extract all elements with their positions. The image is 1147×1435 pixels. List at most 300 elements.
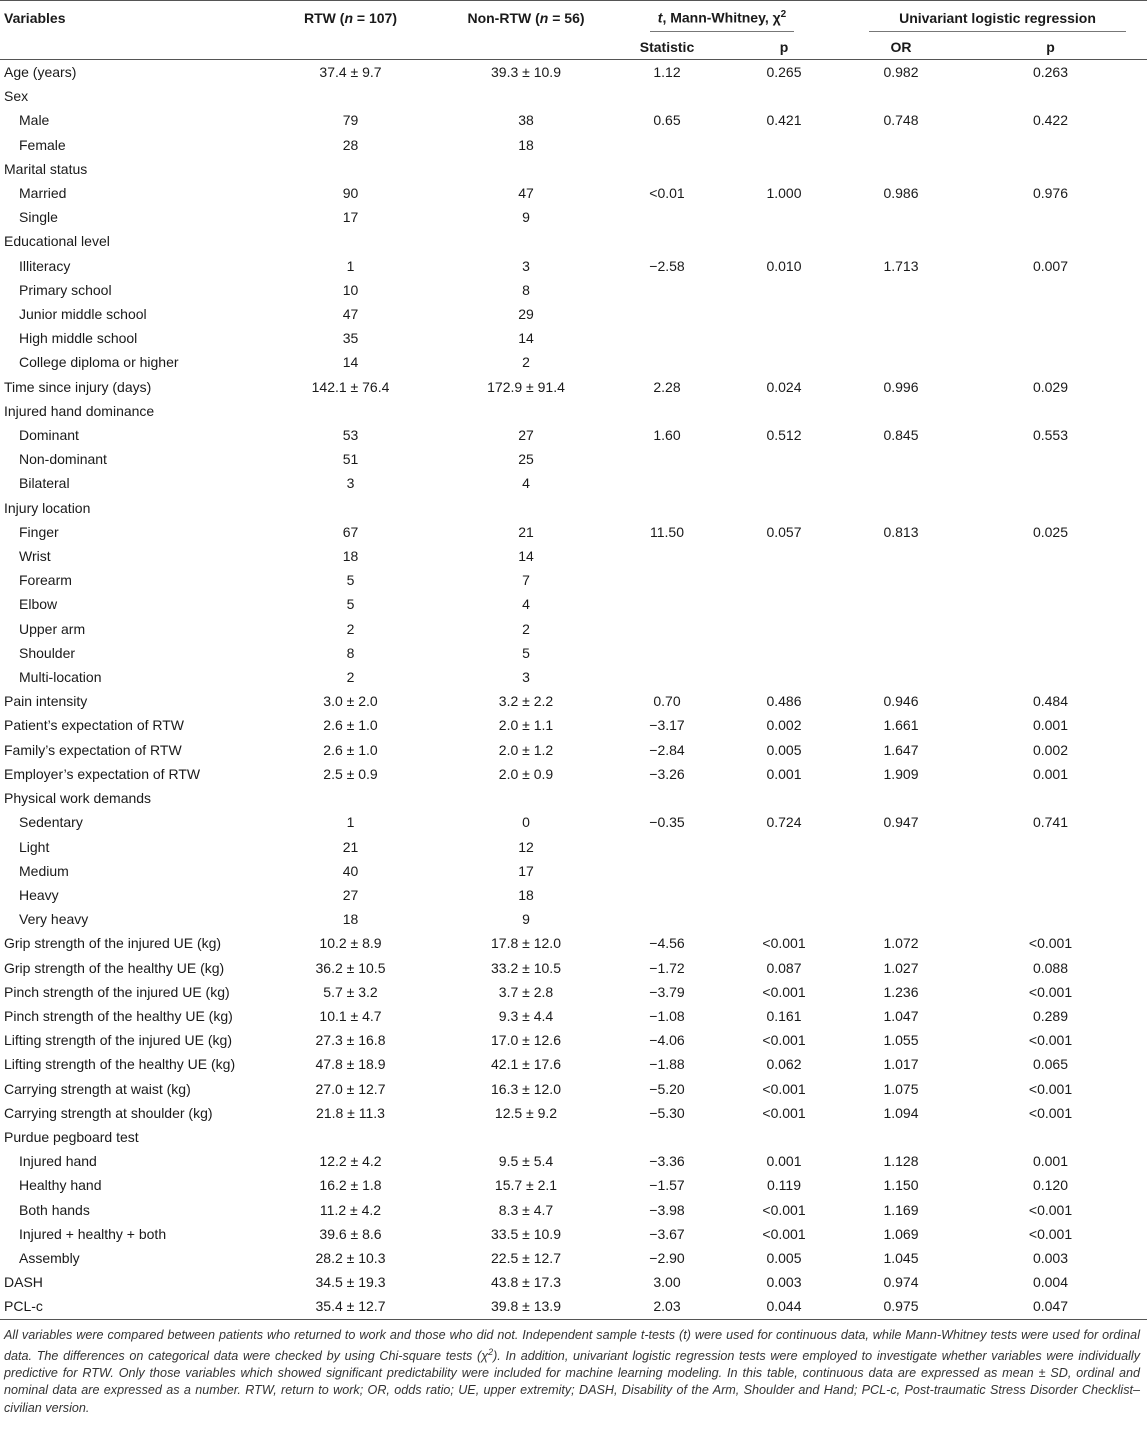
odds-ratio-value: 0.947 bbox=[883, 814, 919, 831]
row-label: Single bbox=[19, 209, 58, 226]
odds-ratio-value bbox=[848, 568, 954, 592]
header-non-rtw: Non-RTW (n = 56) bbox=[438, 1, 614, 36]
p-value bbox=[720, 84, 848, 108]
odds-ratio-value: 0.748 bbox=[883, 112, 919, 129]
table-row bbox=[0, 956, 1147, 980]
table-row bbox=[0, 1198, 1147, 1222]
row-label: Female bbox=[19, 136, 66, 153]
row-label: Carrying strength at waist (kg) bbox=[4, 1080, 191, 1097]
row-label: Patient’s expectation of RTW bbox=[4, 717, 185, 734]
table-row bbox=[0, 810, 1147, 834]
row-label: Pinch strength of the healthy UE (kg) bbox=[4, 1007, 233, 1024]
p-value bbox=[720, 568, 848, 592]
regression-p-value: <0.001 bbox=[1028, 1201, 1073, 1218]
statistic-value: −2.90 bbox=[649, 1249, 685, 1266]
row-label: Shoulder bbox=[19, 644, 76, 661]
statistic-value: 0.65 bbox=[653, 112, 681, 129]
table-row bbox=[0, 689, 1147, 713]
row-label: PCL-c bbox=[0, 1294, 263, 1319]
statistic-value: −1.08 bbox=[649, 1007, 685, 1024]
statistic-value bbox=[614, 229, 720, 253]
p-value bbox=[720, 447, 848, 471]
table-row bbox=[0, 544, 1147, 568]
odds-ratio-value bbox=[848, 157, 954, 181]
rtw-value: 21.8 ± 11.3 bbox=[316, 1104, 385, 1121]
statistic-value bbox=[614, 786, 720, 810]
table-row bbox=[0, 1004, 1147, 1028]
odds-ratio-value bbox=[848, 84, 954, 108]
rtw-value: 5.7 ± 3.2 bbox=[323, 983, 378, 1000]
rtw-value bbox=[263, 157, 438, 181]
table-row bbox=[0, 447, 1147, 471]
non-rtw-value: 38 bbox=[518, 112, 534, 129]
non-rtw-value: 3 bbox=[522, 669, 530, 686]
regression-p-value bbox=[954, 399, 1147, 423]
row-label: Purdue pegboard test bbox=[4, 1128, 139, 1145]
statistic-value: −5.30 bbox=[649, 1104, 685, 1121]
odds-ratio-value: 1.069 bbox=[883, 1225, 919, 1242]
odds-ratio-value bbox=[848, 641, 954, 665]
regression-p-value: <0.001 bbox=[1028, 1104, 1073, 1121]
regression-p-value: 0.029 bbox=[1032, 378, 1069, 395]
statistic-value bbox=[614, 883, 720, 907]
statistic-value: −5.20 bbox=[649, 1080, 685, 1097]
table-row bbox=[0, 108, 1147, 132]
header-variables: Variables bbox=[0, 1, 263, 36]
odds-ratio-value: 1.713 bbox=[883, 257, 919, 274]
non-rtw-value: 29 bbox=[518, 306, 534, 323]
regression-p-value bbox=[954, 665, 1147, 689]
header-p-regression: p bbox=[954, 35, 1147, 60]
table-row bbox=[0, 859, 1147, 883]
regression-p-value: 0.002 bbox=[1032, 741, 1069, 758]
regression-p-value: 0.025 bbox=[1032, 523, 1069, 540]
table-row bbox=[0, 399, 1147, 423]
non-rtw-value bbox=[438, 229, 614, 253]
table-row bbox=[0, 641, 1147, 665]
header-spacer bbox=[438, 35, 614, 60]
table-row bbox=[0, 1173, 1147, 1197]
rtw-value: 11.2 ± 4.2 bbox=[319, 1201, 382, 1218]
row-label: Dominant bbox=[19, 427, 79, 444]
table-row bbox=[0, 1270, 1147, 1294]
non-rtw-value: 14 bbox=[518, 330, 534, 347]
odds-ratio-value bbox=[848, 883, 954, 907]
row-label: Sedentary bbox=[19, 814, 83, 831]
header-statistic: Statistic bbox=[614, 35, 720, 60]
regression-p-value bbox=[954, 883, 1147, 907]
p-value: 0.119 bbox=[767, 1177, 801, 1194]
odds-ratio-value: 1.094 bbox=[883, 1104, 919, 1121]
statistic-value bbox=[614, 617, 720, 641]
rtw-value: 2 bbox=[346, 669, 355, 686]
p-value bbox=[720, 835, 848, 859]
p-value: <0.001 bbox=[762, 983, 806, 1000]
row-label: DASH bbox=[4, 1274, 43, 1291]
row-label: Both hands bbox=[19, 1201, 90, 1218]
regression-p-value: <0.001 bbox=[1028, 983, 1073, 1000]
p-value bbox=[720, 302, 848, 326]
p-value: 0.001 bbox=[766, 1153, 802, 1170]
non-rtw-value: 25 bbox=[518, 451, 534, 468]
p-value bbox=[720, 133, 848, 157]
statistic-value: −3.79 bbox=[649, 983, 685, 1000]
p-value: 1.000 bbox=[766, 185, 802, 202]
regression-p-value: 0.003 bbox=[1032, 1249, 1069, 1266]
row-label: Injured hand bbox=[19, 1153, 97, 1170]
regression-p-value bbox=[954, 302, 1147, 326]
p-value: 0.512 bbox=[766, 427, 802, 444]
rtw-value: 27 bbox=[342, 886, 359, 903]
p-value bbox=[720, 665, 848, 689]
row-label: Light bbox=[19, 838, 50, 855]
row-label: Physical work demands bbox=[4, 790, 152, 807]
regression-p-value: 0.553 bbox=[1032, 427, 1069, 444]
table-row bbox=[0, 133, 1147, 157]
statistic-value bbox=[614, 205, 720, 229]
p-value: 0.010 bbox=[766, 257, 802, 274]
rtw-value: 79 bbox=[342, 112, 359, 129]
odds-ratio-value bbox=[848, 229, 954, 253]
regression-p-value bbox=[954, 133, 1147, 157]
odds-ratio-value: 1.075 bbox=[883, 1080, 919, 1097]
rtw-value: 1 bbox=[346, 814, 355, 831]
non-rtw-value: 2.0 ± 1.2 bbox=[498, 741, 554, 758]
regression-p-value bbox=[954, 350, 1147, 374]
p-value: 0.001 bbox=[766, 765, 802, 782]
odds-ratio-value: 1.047 bbox=[883, 1007, 919, 1024]
table-footnote: All variables were compared between patients who returned to work and those who did not. Independent sample t-tests (t) were used for continuous data, while Mann-Whitney tests were used for ordinal data. The differences on categorical data were checked by using Chi-square tests $(\chi^2)$. In addition, univariant logistic regression tests were employed to investigate whether variables were individually predictive for RTW. Only those variables which showed significant predictability were included for machine learning modeling. In this table, continuous data are expressed as mean ± SD, ordinal and nominal data are expressed as a number. RTW, return to work; OR, odds ratio; UE, upper extremity; DASH, Disability of the Arm, Shoulder and Hand; PCL-c, Post-traumatic Stress Disorder Checklist–civilian version. bbox=[4, 1327, 1140, 1415]
p-value bbox=[720, 157, 848, 181]
rtw-value: 2.6 ± 1.0 bbox=[323, 717, 378, 734]
statistic-value: −2.84 bbox=[649, 741, 685, 758]
rtw-value: 10.1 ± 4.7 bbox=[319, 1007, 382, 1024]
odds-ratio-value: 1.909 bbox=[883, 765, 919, 782]
regression-p-value: 0.484 bbox=[1032, 693, 1069, 710]
non-rtw-value: 5 bbox=[522, 644, 530, 661]
p-value: 0.724 bbox=[766, 814, 802, 831]
rtw-value: 39.6 ± 8.6 bbox=[319, 1225, 382, 1242]
regression-p-value bbox=[954, 326, 1147, 350]
statistic-value bbox=[614, 471, 720, 495]
non-rtw-value: 17 bbox=[518, 862, 534, 879]
row-label: Very heavy bbox=[19, 911, 89, 928]
regression-p-value bbox=[954, 447, 1147, 471]
statistic-value: 3.00 bbox=[653, 1274, 681, 1291]
odds-ratio-value: 1.647 bbox=[883, 741, 919, 758]
row-label: Finger bbox=[19, 523, 59, 540]
rtw-value: 27.3 ± 16.8 bbox=[315, 1032, 386, 1049]
header-tests: t, Mann-Whitney, $\chi^2$ bbox=[614, 1, 848, 36]
p-value: <0.001 bbox=[762, 1225, 806, 1242]
p-value: 0.005 bbox=[766, 741, 802, 758]
p-value: 0.161 bbox=[766, 1007, 802, 1024]
statistic-value bbox=[614, 350, 720, 374]
regression-p-value bbox=[954, 568, 1147, 592]
p-value: <0.001 bbox=[762, 1080, 806, 1097]
non-rtw-value: 39.3 ± 10.9 bbox=[491, 64, 561, 80]
row-label: Upper arm bbox=[19, 620, 86, 637]
header-spacer bbox=[0, 35, 263, 60]
non-rtw-value: 15.7 ± 2.1 bbox=[494, 1177, 558, 1194]
p-value bbox=[720, 544, 848, 568]
statistic-value: −3.26 bbox=[649, 765, 685, 782]
statistic-value bbox=[614, 641, 720, 665]
p-value bbox=[720, 326, 848, 350]
regression-p-value bbox=[954, 859, 1147, 883]
table-row bbox=[0, 592, 1147, 616]
table-row bbox=[0, 375, 1147, 399]
p-value: 0.003 bbox=[766, 1274, 802, 1291]
p-value bbox=[720, 786, 848, 810]
p-value bbox=[720, 617, 848, 641]
statistic-value bbox=[614, 302, 720, 326]
regression-p-value: <0.001 bbox=[1028, 1080, 1073, 1097]
rtw-value: 40 bbox=[342, 862, 359, 879]
rtw-value: 142.1 ± 76.4 bbox=[311, 378, 390, 395]
non-rtw-value bbox=[438, 496, 614, 520]
row-label: Pinch strength of the injured UE (kg) bbox=[4, 983, 230, 1000]
p-value: 0.087 bbox=[766, 959, 802, 976]
statistic-value: 11.50 bbox=[650, 523, 684, 540]
odds-ratio-value bbox=[848, 326, 954, 350]
p-value bbox=[720, 641, 848, 665]
odds-ratio-value bbox=[848, 399, 954, 423]
table-row bbox=[0, 350, 1147, 374]
rtw-value: 5 bbox=[346, 596, 355, 613]
statistic-value bbox=[614, 568, 720, 592]
non-rtw-value bbox=[438, 786, 614, 810]
non-rtw-value: 9.3 ± 4.4 bbox=[498, 1007, 554, 1024]
regression-p-value bbox=[954, 157, 1147, 181]
rtw-value: 35.4 ± 12.7 bbox=[263, 1294, 438, 1319]
row-label: Multi-location bbox=[19, 669, 102, 686]
rtw-value: 28 bbox=[342, 136, 359, 153]
p-value bbox=[720, 350, 848, 374]
row-label: Junior middle school bbox=[19, 306, 147, 323]
rtw-value bbox=[263, 1125, 438, 1149]
odds-ratio-value bbox=[848, 859, 954, 883]
odds-ratio-value: 1.661 bbox=[883, 717, 919, 734]
row-label: Injured + healthy + both bbox=[19, 1225, 167, 1242]
table-row bbox=[0, 738, 1147, 762]
odds-ratio-value: 0.986 bbox=[883, 185, 919, 202]
row-label: Male bbox=[19, 112, 50, 129]
p-value bbox=[720, 883, 848, 907]
regression-p-value: <0.001 bbox=[1028, 935, 1073, 952]
non-rtw-value: 43.8 ± 17.3 bbox=[491, 1274, 561, 1291]
statistic-value: −3.98 bbox=[649, 1201, 685, 1218]
statistic-value: −3.36 bbox=[649, 1153, 685, 1170]
regression-p-value: 0.001 bbox=[1032, 717, 1069, 734]
regression-p-value: 0.047 bbox=[954, 1294, 1147, 1319]
table-row bbox=[0, 205, 1147, 229]
row-label: Medium bbox=[19, 862, 69, 879]
odds-ratio-value: 1.045 bbox=[883, 1249, 919, 1266]
non-rtw-value: 8.3 ± 4.7 bbox=[498, 1201, 554, 1218]
non-rtw-value: 9 bbox=[522, 209, 530, 226]
non-rtw-value: 9.5 ± 5.4 bbox=[498, 1153, 554, 1170]
rtw-value bbox=[263, 229, 438, 253]
rtw-value: 2 bbox=[346, 620, 355, 637]
table-row bbox=[0, 1101, 1147, 1125]
row-label: Bilateral bbox=[19, 475, 70, 492]
row-label: Injury location bbox=[4, 499, 91, 516]
regression-p-value bbox=[954, 835, 1147, 859]
table-row bbox=[0, 1246, 1147, 1270]
p-value bbox=[720, 471, 848, 495]
header-logistic-regression: Univariant logistic regression bbox=[848, 1, 1147, 36]
statistic-value: 2.28 bbox=[653, 378, 681, 395]
p-value: <0.001 bbox=[762, 1032, 806, 1049]
odds-ratio-value: 1.017 bbox=[883, 1056, 919, 1073]
rtw-value bbox=[263, 84, 438, 108]
odds-ratio-value bbox=[848, 496, 954, 520]
table-row bbox=[0, 181, 1147, 205]
p-value: 0.044 bbox=[720, 1294, 848, 1319]
regression-p-value: <0.001 bbox=[1028, 1225, 1073, 1242]
odds-ratio-value bbox=[848, 471, 954, 495]
non-rtw-value: 16.3 ± 12.0 bbox=[491, 1080, 561, 1097]
rtw-value: 90 bbox=[342, 185, 359, 202]
non-rtw-value: 17.8 ± 12.0 bbox=[491, 935, 561, 952]
odds-ratio-value: 0.845 bbox=[883, 427, 919, 444]
row-label: Elbow bbox=[19, 596, 58, 613]
regression-p-value: 0.741 bbox=[1032, 814, 1069, 831]
table-row bbox=[0, 762, 1147, 786]
non-rtw-value: 2 bbox=[522, 620, 530, 637]
rtw-value bbox=[263, 399, 438, 423]
non-rtw-value: 42.1 ± 17.6 bbox=[491, 1056, 561, 1073]
statistic-value: −3.17 bbox=[649, 717, 685, 734]
table-row bbox=[0, 60, 1147, 85]
table-row bbox=[0, 713, 1147, 737]
odds-ratio-value bbox=[848, 907, 954, 931]
table-row bbox=[0, 84, 1147, 108]
rtw-value: 67 bbox=[342, 523, 359, 540]
odds-ratio-value bbox=[848, 447, 954, 471]
rtw-value: 2.6 ± 1.0 bbox=[323, 741, 378, 758]
table-row bbox=[0, 1077, 1147, 1101]
odds-ratio-value: 1.150 bbox=[883, 1177, 919, 1194]
statistic-value: −1.57 bbox=[649, 1177, 685, 1194]
p-value bbox=[720, 399, 848, 423]
regression-p-value bbox=[954, 641, 1147, 665]
odds-ratio-value bbox=[848, 786, 954, 810]
regression-p-value: 0.088 bbox=[1032, 959, 1069, 976]
row-label: Pain intensity bbox=[4, 693, 88, 710]
non-rtw-value: 33.5 ± 10.9 bbox=[491, 1225, 561, 1242]
p-value: 0.057 bbox=[766, 523, 802, 540]
regression-p-value: 0.289 bbox=[1032, 1007, 1069, 1024]
table-row bbox=[0, 229, 1147, 253]
regression-p-value: 0.001 bbox=[1032, 765, 1069, 782]
regression-p-value: 0.007 bbox=[1032, 257, 1069, 274]
row-label: Married bbox=[19, 185, 67, 202]
row-label: Heavy bbox=[19, 886, 59, 903]
rtw-value: 21 bbox=[342, 838, 359, 855]
p-value bbox=[720, 496, 848, 520]
row-label: Time since injury (days) bbox=[4, 378, 152, 395]
table-row bbox=[0, 326, 1147, 350]
rtw-value: 37.4 ± 9.7 bbox=[319, 64, 382, 80]
rtw-value: 5 bbox=[346, 572, 355, 589]
odds-ratio-value: 0.975 bbox=[848, 1294, 954, 1319]
rtw-value: 18 bbox=[342, 911, 359, 928]
table-header bbox=[0, 1, 1147, 60]
regression-p-value bbox=[954, 1125, 1147, 1149]
row-label: High middle school bbox=[19, 330, 138, 347]
row-label: Carrying strength at shoulder (kg) bbox=[4, 1104, 213, 1121]
regression-p-value bbox=[954, 205, 1147, 229]
rtw-value: 35 bbox=[342, 330, 359, 347]
row-label: Healthy hand bbox=[19, 1177, 102, 1194]
non-rtw-value bbox=[438, 1125, 614, 1149]
table-row bbox=[0, 835, 1147, 859]
non-rtw-value: 33.2 ± 10.5 bbox=[491, 959, 561, 976]
statistic-value: −4.56 bbox=[649, 935, 685, 952]
table-row bbox=[0, 1222, 1147, 1246]
header-p-test: p bbox=[720, 35, 848, 60]
row-label: Assembly bbox=[19, 1249, 80, 1266]
table-row bbox=[0, 302, 1147, 326]
row-label: Sex bbox=[4, 88, 29, 105]
table-row bbox=[0, 1125, 1147, 1149]
odds-ratio-value: 1.055 bbox=[883, 1032, 919, 1049]
row-label: College diploma or higher bbox=[19, 354, 179, 371]
non-rtw-value: 4 bbox=[522, 475, 530, 492]
rtw-value bbox=[263, 496, 438, 520]
table-row bbox=[0, 1149, 1147, 1173]
table-row bbox=[0, 471, 1147, 495]
p-value bbox=[720, 229, 848, 253]
odds-ratio-value bbox=[848, 1125, 954, 1149]
regression-p-value: 0.120 bbox=[1032, 1177, 1069, 1194]
table-row bbox=[0, 980, 1147, 1004]
odds-ratio-value bbox=[848, 544, 954, 568]
table-row bbox=[0, 157, 1147, 181]
non-rtw-value: 27 bbox=[518, 427, 534, 444]
statistic-value: 1.60 bbox=[653, 427, 681, 444]
p-value: 0.265 bbox=[766, 64, 802, 80]
regression-p-value: 0.263 bbox=[1032, 64, 1069, 80]
non-rtw-value: 3 bbox=[522, 257, 530, 274]
rtw-value: 18 bbox=[342, 548, 359, 565]
non-rtw-value: 3.7 ± 2.8 bbox=[498, 983, 554, 1000]
rtw-value: 53 bbox=[342, 427, 359, 444]
table-row bbox=[0, 907, 1147, 931]
non-rtw-value: 18 bbox=[518, 136, 534, 153]
table-row bbox=[0, 786, 1147, 810]
regression-p-value bbox=[954, 471, 1147, 495]
statistic-value: −3.67 bbox=[649, 1225, 685, 1242]
non-rtw-value: 18 bbox=[518, 886, 534, 903]
statistic-value bbox=[614, 278, 720, 302]
rtw-value: 3.0 ± 2.0 bbox=[323, 693, 378, 710]
table-row bbox=[0, 496, 1147, 520]
statistic-value: <0.01 bbox=[649, 185, 685, 202]
regression-p-value bbox=[954, 592, 1147, 616]
statistic-value: −4.06 bbox=[649, 1032, 685, 1049]
non-rtw-value: 2 bbox=[522, 354, 530, 371]
odds-ratio-value: 1.027 bbox=[883, 959, 919, 976]
p-value: 0.002 bbox=[766, 717, 802, 734]
statistic-value: −1.88 bbox=[649, 1056, 685, 1073]
regression-p-value bbox=[954, 617, 1147, 641]
rtw-value: 36.2 ± 10.5 bbox=[315, 959, 386, 976]
statistic-value bbox=[614, 665, 720, 689]
statistic-value: −0.35 bbox=[649, 814, 685, 831]
